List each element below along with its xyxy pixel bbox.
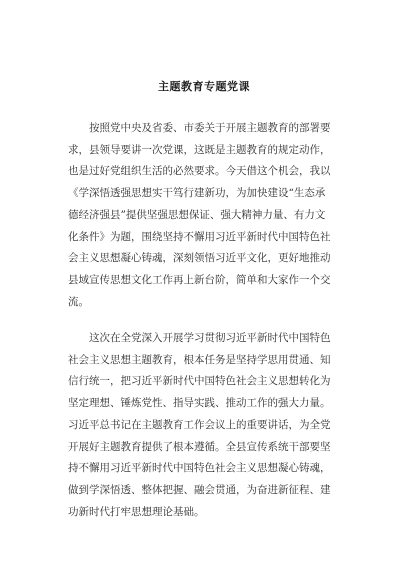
paragraph-line: 信行统一，把习近平新时代中国特色社会主义思想转化为 <box>68 375 331 388</box>
paragraph-line: 德经济强县”提供坚强思想保证、强大精神力量、有力文 <box>68 208 326 221</box>
paragraph-line: 化条件》为题，围绕坚持不懈用习近平新时代中国特色社 <box>68 230 331 243</box>
paragraph-line: 社会主义思想主题教育，根本任务是坚持学思用贯通、知 <box>68 353 331 366</box>
paragraph-line: 《学深悟透强思想实干笃行建新功，为加快建设“生态承 <box>68 187 326 200</box>
paragraph-line: 功新时代打牢思想理论基础。 <box>68 505 205 518</box>
document-title: 主题教育专题党课 <box>158 80 250 93</box>
paragraph-line: 按照党中央及省委、市委关于开展主题教育的部署要 <box>89 122 331 134</box>
paragraph-line: 求，县领导要讲一次党课，这既是主题教育的规定动作， <box>68 143 331 156</box>
paragraph-1 <box>68 118 353 313</box>
paragraph-line: 做到学深悟透、整体把握、融会贯通，为奋进新征程、建 <box>68 483 331 496</box>
paragraph-line: 流。 <box>68 295 89 308</box>
paragraph-line: 县域宣传思想文化工作再上新台阶，简单和大家作一个交 <box>68 273 331 286</box>
paragraph-2 <box>68 328 353 523</box>
paragraph-line: 习近平总书记在主题教育工作会议上的重要讲话，为全党 <box>68 418 331 431</box>
paragraph-line: 会主义思想凝心铸魂，深刻领悟习近平文化，更好地推动 <box>68 252 331 265</box>
paragraph-line: 这次在全党深入开展学习贯彻习近平新时代中国特色 <box>89 332 331 344</box>
paragraph-line: 持不懈用习近平新时代中国特色社会主义思想凝心铸魂， <box>68 462 331 475</box>
paragraph-line: 也是过好党组织生活的必然要求。今天借这个机会，我以 <box>68 165 331 178</box>
paragraph-line: 坚定理想、锤炼党性、指导实践、推动工作的强大力量。 <box>68 397 331 410</box>
paragraph-line: 开展好主题教育提供了根本遵循。全县宣传系统干部要坚 <box>68 440 331 453</box>
